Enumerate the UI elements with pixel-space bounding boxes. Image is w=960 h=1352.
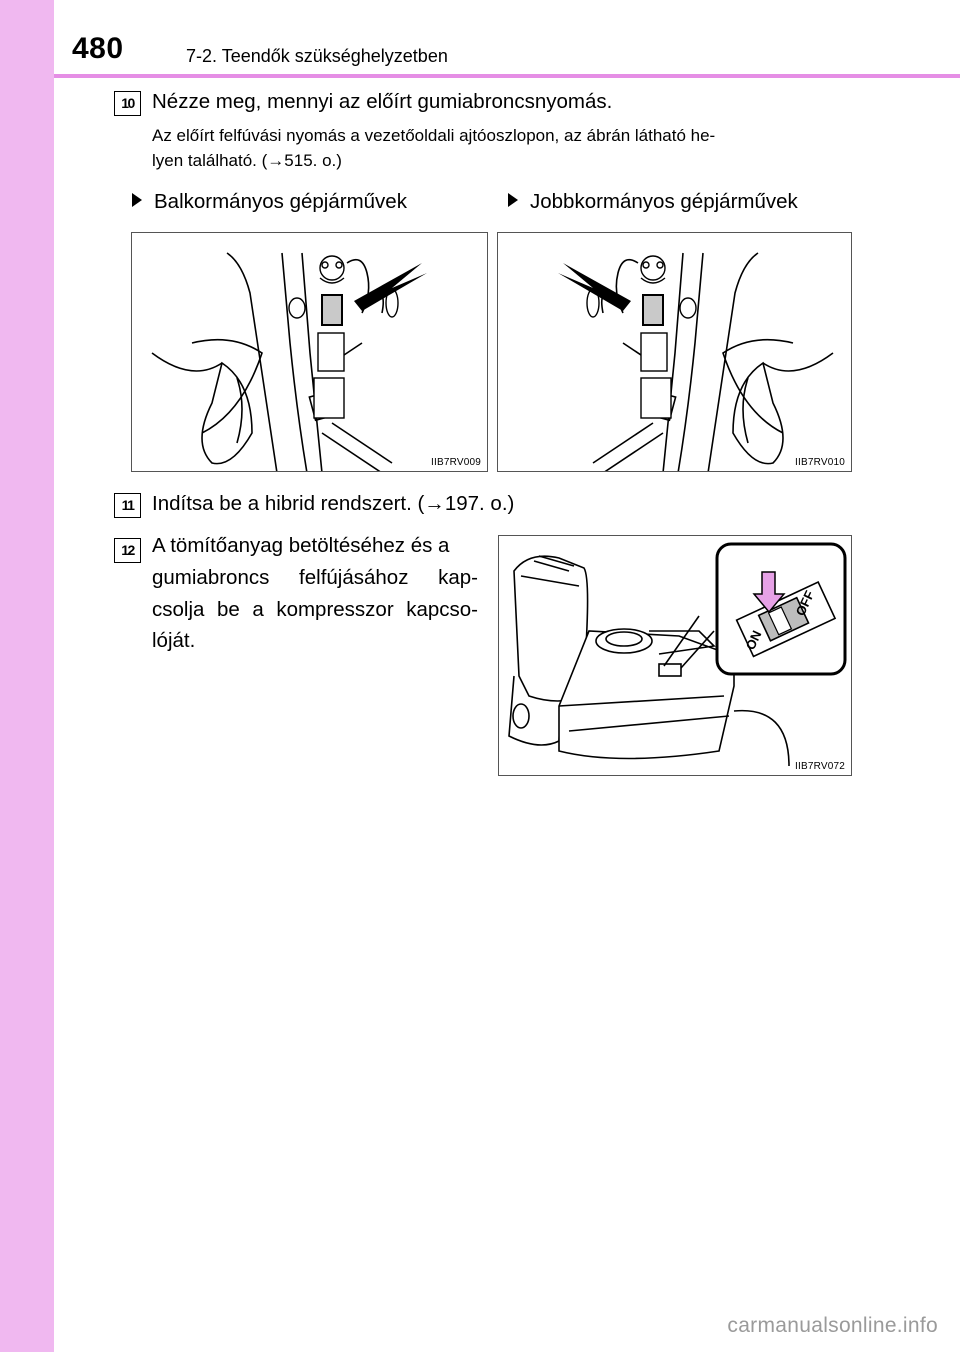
left-figure-code: IIB7RV009 bbox=[431, 457, 481, 468]
switch-off-label: OFF bbox=[792, 588, 818, 619]
right-figure-code: IIB7RV010 bbox=[795, 457, 845, 468]
step-10-note-line-2: lyen található. (→515. o.) bbox=[152, 150, 342, 170]
page-number: 480 bbox=[72, 32, 124, 65]
right-figure-heading-text: Jobbkormányos gépjárművek bbox=[530, 190, 798, 213]
step-11-text: Indítsa be a hibrid rendszert. (→197. o.) bbox=[152, 492, 515, 515]
compressor-figure-code: IIB7RV072 bbox=[795, 761, 845, 772]
door-pillar-illustration-right bbox=[498, 233, 852, 472]
door-pillar-illustration-left bbox=[132, 233, 488, 472]
step-12-text bbox=[152, 530, 478, 657]
watermark: carmanualsonline.info bbox=[727, 1314, 938, 1337]
step-badge-11: 11 bbox=[114, 493, 141, 518]
section-title: 7-2. Teendők szükséghelyzetben bbox=[186, 46, 448, 66]
left-hand-drive-figure bbox=[131, 232, 488, 472]
step-badge-12: 12 bbox=[114, 538, 141, 563]
step-10-note-line-1: Az előírt felfúvási nyomás a vezetőoldali ajtóoszlopon, az ábrán látható he- bbox=[152, 126, 716, 145]
right-hand-drive-figure bbox=[497, 232, 852, 472]
left-figure-heading-text: Balkormányos gépjárművek bbox=[154, 190, 407, 213]
header-rule bbox=[54, 74, 960, 78]
triangle-bullet-icon bbox=[132, 193, 142, 207]
switch-on-label: ON bbox=[742, 628, 765, 653]
step-12-line-1: A tömítőanyag betöltéséhez és a bbox=[152, 534, 450, 557]
triangle-bullet-icon bbox=[508, 193, 518, 207]
left-figure-heading bbox=[132, 192, 407, 213]
step-12-line-4: lóját. bbox=[152, 629, 196, 653]
right-figure-heading bbox=[508, 192, 798, 213]
compressor-switch-figure bbox=[498, 535, 852, 776]
step-10-note bbox=[152, 124, 852, 173]
compressor-illustration bbox=[499, 536, 852, 776]
step-12-line-3: csolja be a kompresszor kapcso- bbox=[152, 597, 478, 621]
step-12-line-2: gumiabroncs felfújásához kap- bbox=[152, 565, 478, 589]
step-10-text: Nézze meg, mennyi az előírt gumiabroncsnyomás. bbox=[152, 90, 613, 113]
step-badge-10: 10 bbox=[114, 91, 141, 116]
side-color-band bbox=[0, 0, 54, 1352]
